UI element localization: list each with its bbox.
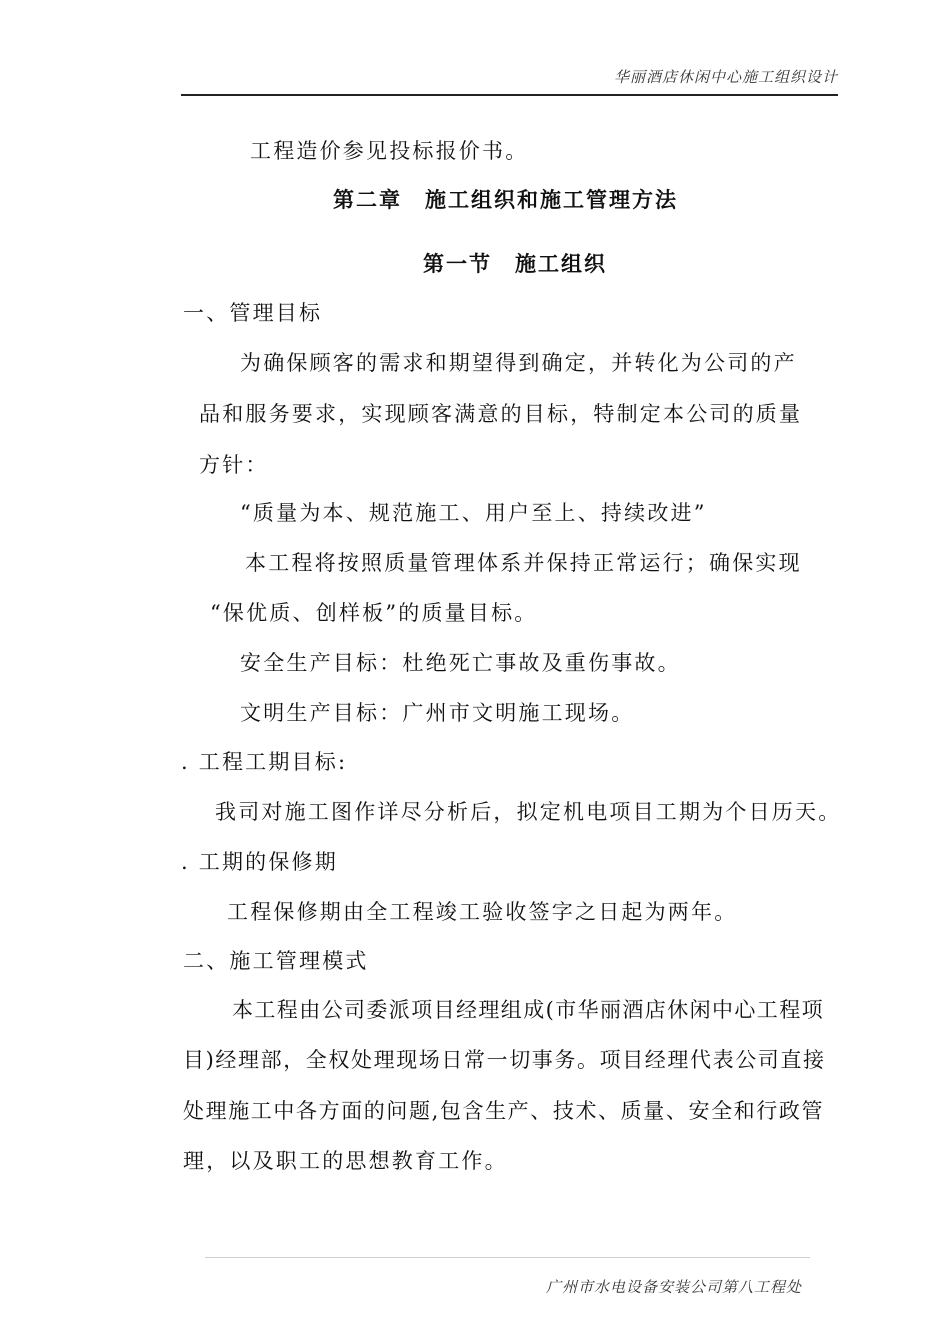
header-title: 华丽酒店休闲中心施工组织设计: [613, 68, 838, 86]
chapter-title: 第二章 施工组织和施工管理方法: [333, 187, 678, 212]
warranty-text: 工程保修期由全工程竣工验收签字之日起为两年。: [227, 900, 738, 924]
section-title: 第一节 施工组织: [423, 251, 607, 276]
civil-goal: 文明生产目标：广州市文明施工现场。: [240, 701, 635, 725]
paragraph-line: 目)经理部，全权处理现场日常一切事务。项目经理代表公司直接: [183, 1048, 826, 1072]
schedule-text: 我司对施工图作详尽分析后，拟定机电项目工期为个日历天。: [215, 800, 842, 824]
quality-motto: “质量为本、规范施工、用户至上、持续改进”: [240, 501, 707, 525]
paragraph-line: 理，以及职工的思想教育工作。: [183, 1149, 508, 1173]
quality-goal-line: “保优质、创样板”的质量目标。: [210, 601, 538, 625]
paragraph-line: 本工程由公司委派项目经理组成(市华丽酒店休闲中心工程项: [232, 998, 824, 1022]
quality-goal-line: 本工程将按照质量管理体系并保持正常运行；确保实现: [245, 551, 802, 575]
management-mode-heading: 二、施工管理模式: [183, 949, 369, 973]
header-divider: [181, 94, 838, 96]
footer-company: 广州市水电设备安装公司第八工程处: [545, 1278, 802, 1296]
paragraph-line: 处理施工中各方面的问题,包含生产、技术、质量、安全和行政管: [183, 1099, 825, 1123]
safety-goal: 安全生产目标：杜绝死亡事故及重伤事故。: [240, 651, 681, 675]
paragraph-line: 为确保顾客的需求和期望得到确定，并转化为公司的产: [240, 351, 797, 375]
paragraph-line: 方针：: [199, 453, 269, 477]
schedule-heading: . 工程工期目标:: [181, 750, 348, 774]
footer-divider: [205, 1257, 810, 1258]
intro-text: 工程造价参见投标报价书。: [250, 139, 529, 163]
paragraph-line: 品和服务要求，实现顾客满意的目标，特制定本公司的质量: [199, 402, 803, 426]
management-goals-heading: 一、管理目标: [183, 301, 323, 325]
warranty-heading: . 工期的保修期: [181, 850, 338, 874]
